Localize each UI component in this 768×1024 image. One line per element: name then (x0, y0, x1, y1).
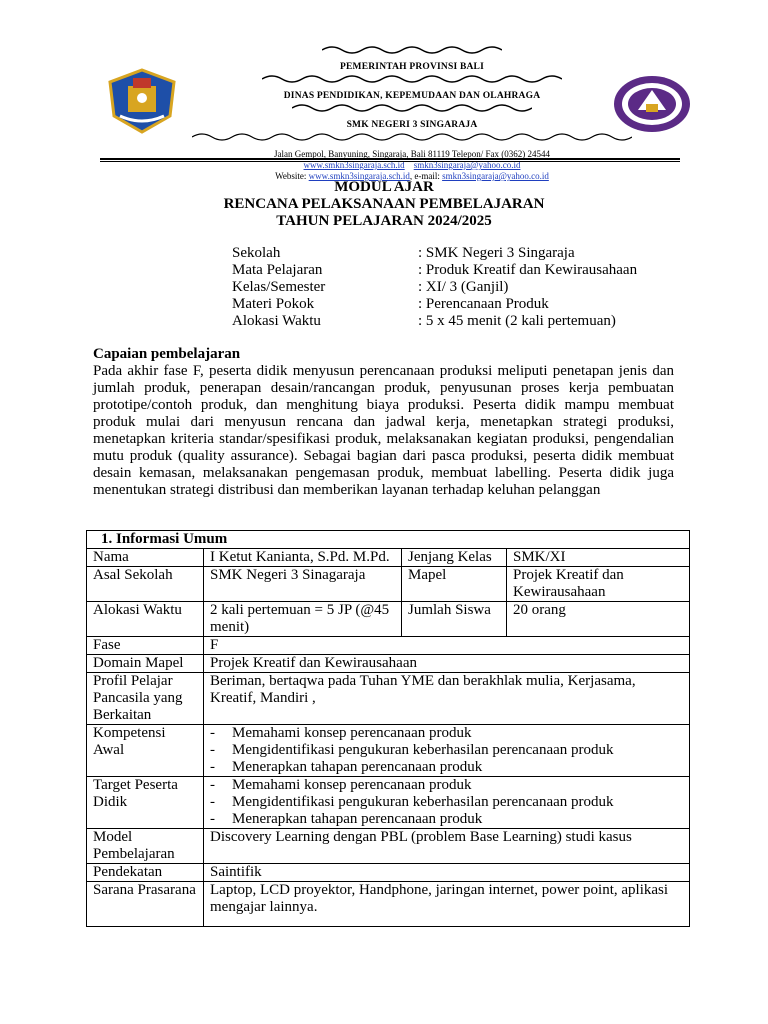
school-address: Jalan Gempol, Banyuning, Singaraja, Bali 81119 Telepon/ Fax (0362) 24544 (274, 149, 550, 159)
letterhead-divider (100, 158, 680, 162)
website-label: Website: (275, 171, 307, 181)
table-row: Kompetensi Awal - Memahami konsep perencanaan produk - Mengidentifikasi pengukuran keberhasilan perencanaan produk - Menerapkan tahapan perencanaan produk (87, 725, 690, 777)
list-item: - Menerapkan tahapan perencanaan produk (210, 811, 483, 827)
identity-row: Mata Pelajaran : Produk Kreatif dan Kewirausahaan (232, 262, 638, 278)
list-item: - Menerapkan tahapan perencanaan produk (210, 759, 483, 775)
dept-line: DINAS PENDIDIKAN, KEPEMUDAAN DAN OLAHRAGA (283, 91, 541, 101)
doc-title: MODUL AJAR (334, 179, 434, 195)
balinese-script-line (322, 44, 502, 55)
balinese-script-line (292, 102, 532, 113)
balinese-script-line (262, 73, 562, 84)
email-label: , e-mail: (409, 171, 440, 181)
section-title: 1. Informasi Umum (87, 531, 690, 549)
table-row: Fase F (87, 637, 690, 655)
identity-block (232, 245, 637, 330)
website-link[interactable]: www.smkn3singaraja.sch.id (308, 171, 410, 181)
doc-subtitle: RENCANA PELAKSANAAN PEMBELAJARAN (223, 196, 545, 212)
table-row: Pendekatan Saintifik (87, 864, 690, 882)
list-item: - Mengidentifikasi pengukuran keberhasilan perencanaan produk (210, 742, 614, 758)
email-link[interactable]: smkn3singaraja@yahoo.co.id (442, 171, 549, 181)
table-row: Sarana Prasarana Laptop, LCD proyektor, Handphone, jaringan internet, power point, aplikasi mengajar lainnya. (87, 882, 690, 927)
table-row: Asal Sekolah SMK Negeri 3 Sinagaraja Mapel Projek Kreatif dan Kewirausahaan (87, 567, 690, 602)
smk-school-logo-icon (612, 74, 692, 134)
kompetensi-list (210, 725, 683, 776)
target-list (210, 777, 683, 828)
table-row: Model Pembelajaran Discovery Learning dengan PBL (problem Base Learning) studi kasus (87, 829, 690, 864)
balinese-script-line (192, 131, 632, 142)
list-item: - Memahami konsep perencanaan produk (210, 725, 472, 741)
info-table (86, 530, 690, 927)
table-row: Alokasi Waktu 2 kali pertemuan = 5 JP (@45 menit) Jumlah Siswa 20 orang (87, 602, 690, 637)
top-website-link[interactable]: www.smkn3singaraja.sch.id (303, 160, 405, 170)
list-item: - Memahami konsep perencanaan produk (210, 777, 472, 793)
table-row: Target Peserta Didik - Memahami konsep perencanaan produk - Mengidentifikasi pengukuran keberhasilan perencanaan produk - Menerapkan tahapan perencanaan produk (87, 777, 690, 829)
letterhead (100, 44, 680, 181)
table-row: Profil Pelajar Pancasila yang Berkaitan Beriman, bertaqwa pada Tuhan YME dan berakhlak mulia, Kerjasama, Kreatif, Mandiri , (87, 673, 690, 725)
table-row: Nama I Ketut Kanianta, S.Pd. M.Pd. Jenjang Kelas SMK/XI (87, 549, 690, 567)
identity-row: Kelas/Semester : XI/ 3 (Ganjil) (232, 279, 509, 295)
gov-line: PEMERINTAH PROVINSI BALI (340, 62, 484, 72)
school-line: SMK NEGERI 3 SINGARAJA (346, 120, 478, 130)
bali-province-emblem-icon (106, 68, 178, 134)
table-row (87, 531, 690, 549)
capaian-paragraph: Pada akhir fase F, peserta didik menyusun perencanaan produksi meliputi penetapan jenis dan jumlah produk, penerapan desain/rancangan produk, penyusunan proses kerja pembuatan prototipe/contoh produk, dan menghitung biaya produksi. Peserta didik mampu membuat produk mulai dari menyusun rencana dan jadwal kerja, menetapkan strategi produksi, menetapkan kriteria standar/spesifikasi produk, melaksanakan kegiatan produksi, pengendalian mutu produk (quality assurance). Sebagai bagian dari pasca produksi, peserta didik membuat desain kemasan, melaksanakan pengemasan produk, membuat labelling. Peserta didik juga menentukan strategi distribusi dan memberikan layanan terhadap keluhan pelanggan (93, 363, 674, 498)
table-row: Domain Mapel Projek Kreatif dan Kewirausahaan (87, 655, 690, 673)
capaian-heading: Capaian pembelajaran (93, 346, 241, 362)
identity-row: Materi Pokok : Perencanaan Produk (232, 296, 549, 312)
doc-year: TAHUN PELAJARAN 2024/2025 (276, 213, 492, 229)
top-email-link[interactable]: smkn3singaraja@yahoo.co.id (413, 160, 521, 170)
list-item: - Mengidentifikasi pengukuran keberhasilan perencanaan produk (210, 794, 614, 810)
identity-row: Alokasi Waktu : 5 x 45 menit (2 kali pertemuan) (232, 313, 616, 329)
identity-row: Sekolah : SMK Negeri 3 Singaraja (232, 245, 575, 261)
